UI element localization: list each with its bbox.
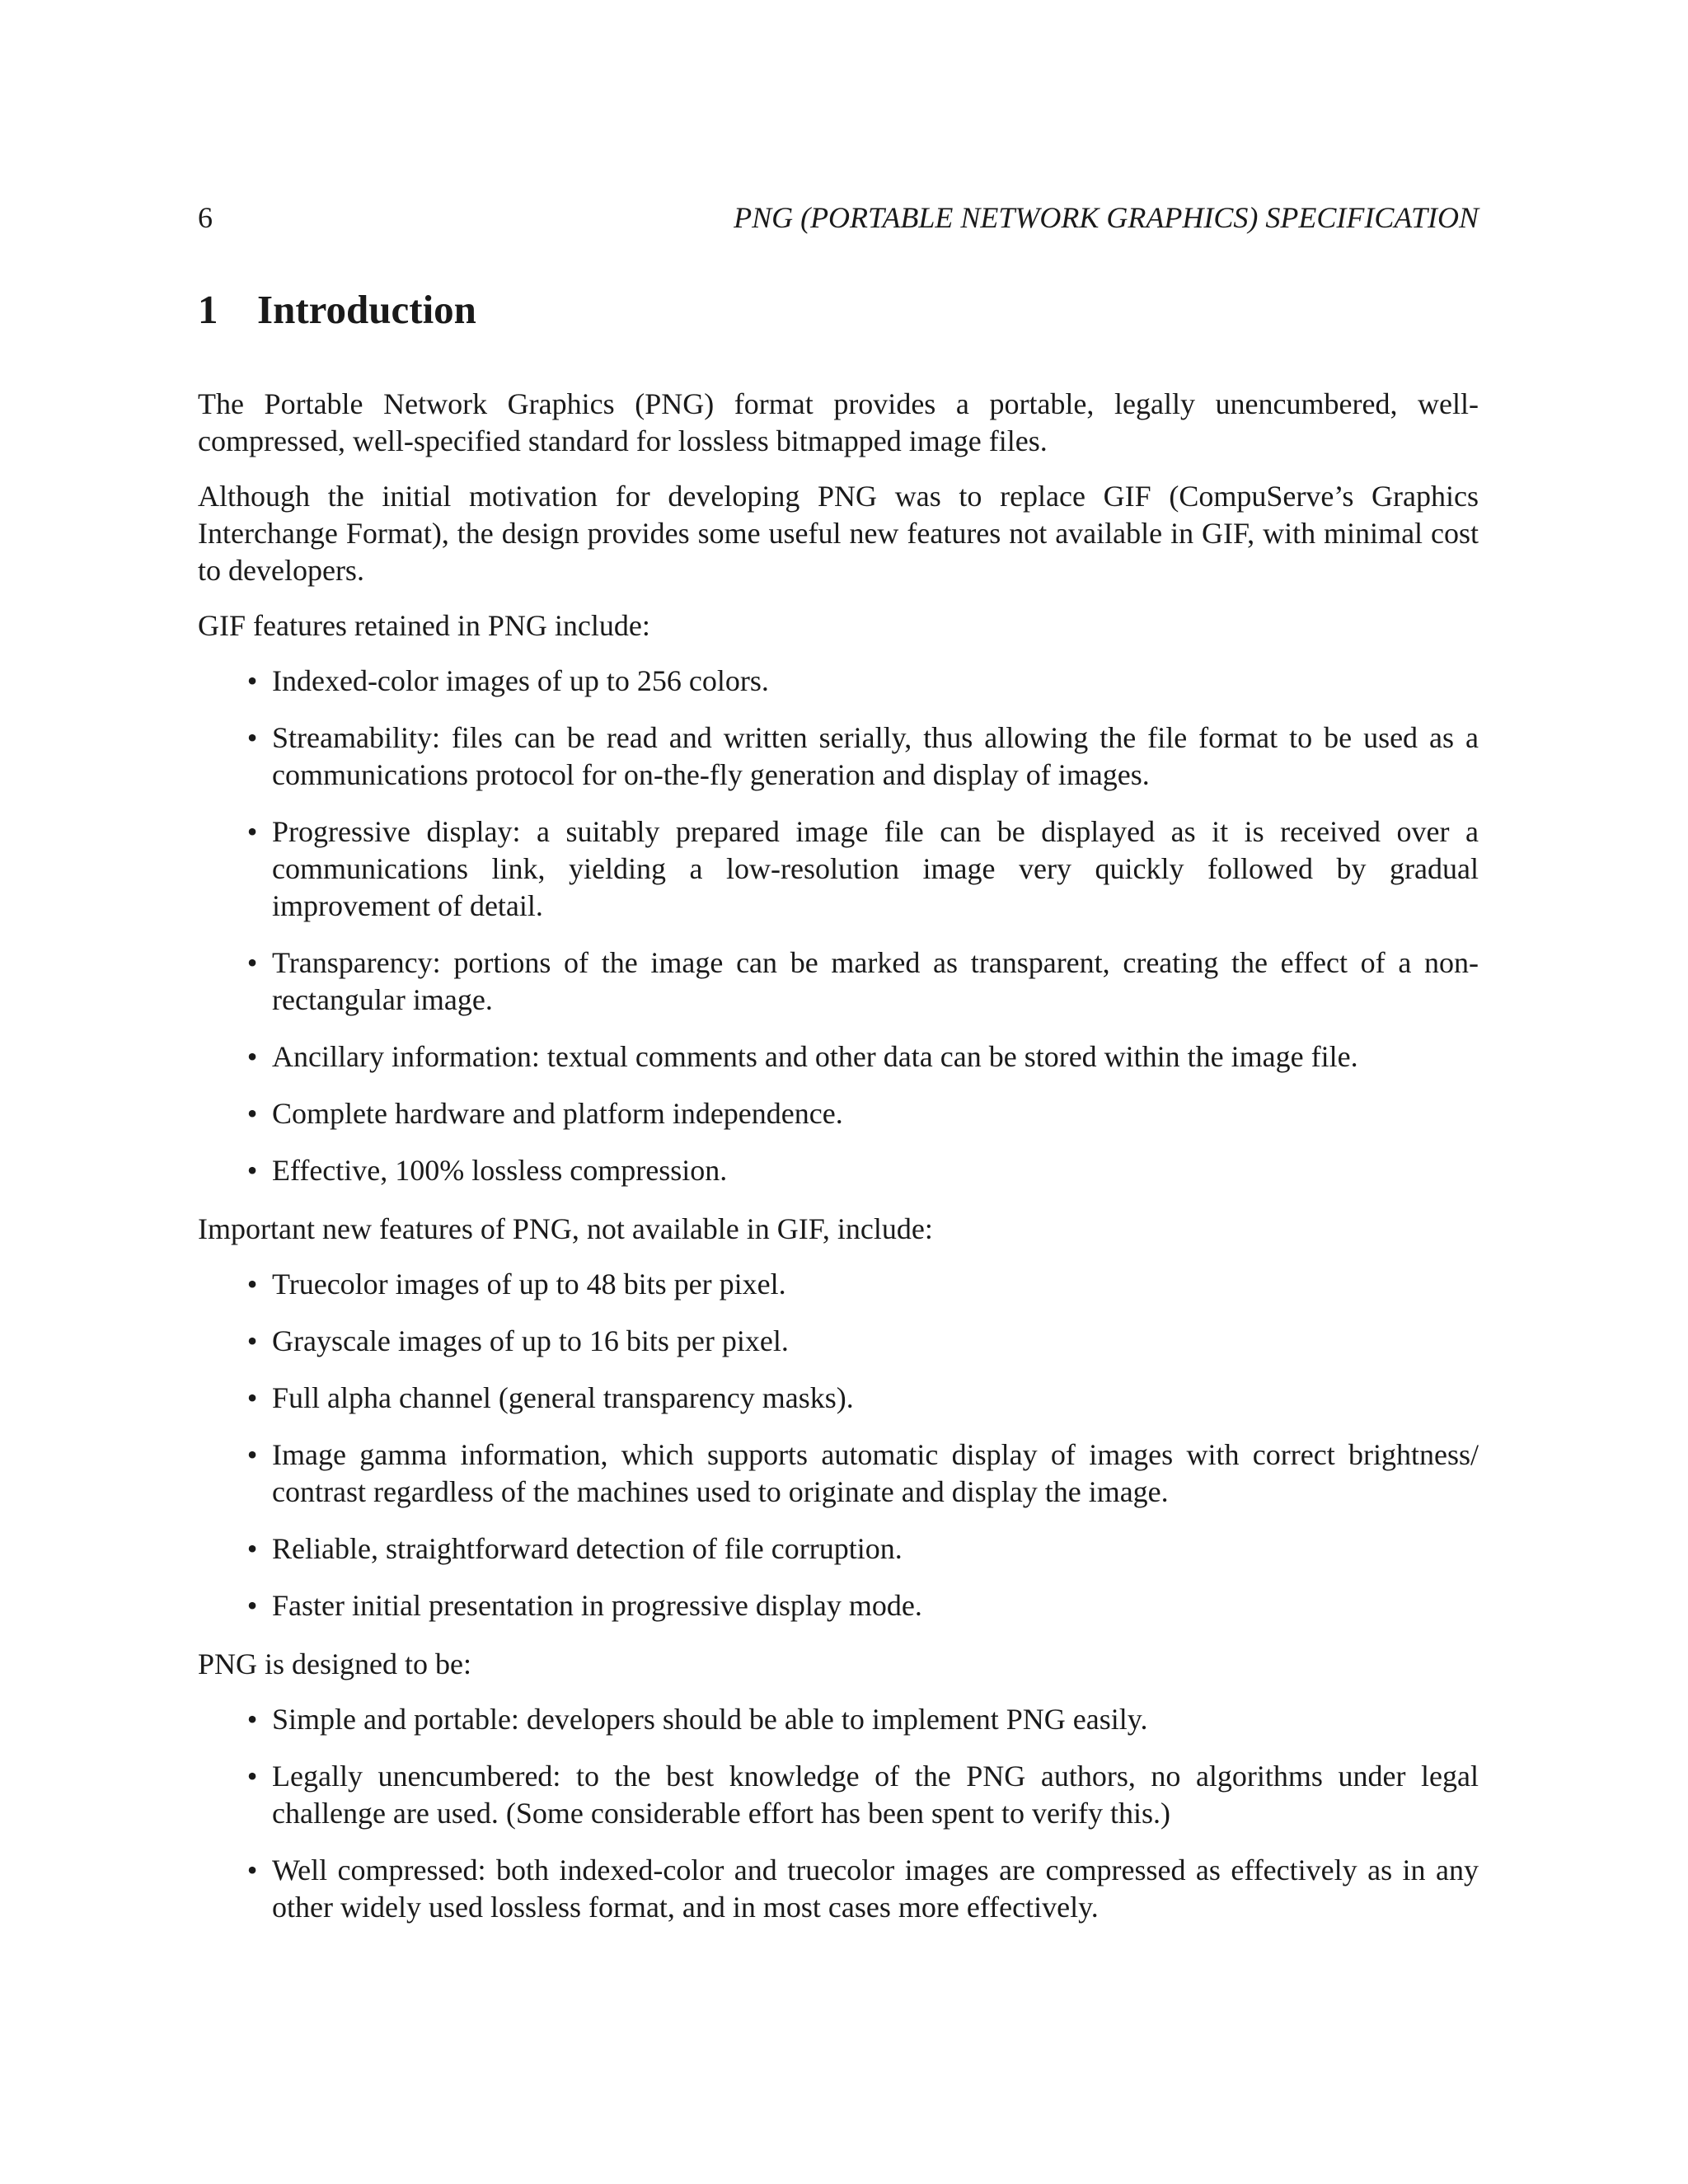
list-item: • Streamability: files can be read and written serially, thus allowing the file format to be used as a communications protocol for on-the-fly generation and display of images. [198,719,1479,794]
bullet-icon: • [246,1589,258,1622]
section-heading [198,285,476,335]
section-title: Introduction [257,287,476,332]
bullet-icon: • [246,721,258,754]
list-item: • Simple and portable: developers should be able to implement PNG easily. [198,1701,1479,1738]
bullet-icon: • [246,1438,258,1471]
list-item: • Effective, 100% lossless compression. [198,1152,1479,1189]
running-head-title: PNG (PORTABLE NETWORK GRAPHICS) SPECIFICATION [734,201,1479,234]
gif-features-list [198,663,1479,1189]
list-item: • Truecolor images of up to 48 bits per pixel. [198,1266,1479,1303]
design-goals-list [198,1701,1479,1926]
list-item: • Transparency: portions of the image can be marked as transparent, creating the effect of a non-rectangular image. [198,944,1479,1019]
bullet-icon: • [246,1040,258,1073]
gif-features-lead: GIF features retained in PNG include: [198,609,650,642]
new-features-list [198,1266,1479,1624]
bullet-icon: • [246,1097,258,1130]
intro-paragraph: The Portable Network Graphics (PNG) format provides a portable, legally unencumbered, well-compressed, well-specified standard for lossless bitmapped image files. [198,387,1479,457]
list-item: • Indexed-color images of up to 256 colors. [198,663,1479,700]
bullet-icon: • [246,1381,258,1414]
design-goals-lead: PNG is designed to be: [198,1647,471,1680]
bullet-icon: • [246,1268,258,1301]
running-head [198,199,1479,236]
list-item: • Full alpha channel (general transparency masks). [198,1380,1479,1417]
bullet-icon: • [246,1154,258,1187]
list-item: • Well compressed: both indexed-color and truecolor images are compressed as effectively as in any other widely used lossless format, and in most cases more effectively. [198,1852,1479,1926]
list-item: • Grayscale images of up to 16 bits per pixel. [198,1323,1479,1360]
body-text [198,386,1479,1947]
bullet-icon: • [246,946,258,979]
new-features-lead: Important new features of PNG, not available in GIF, include: [198,1212,933,1245]
section-number: 1 [198,287,218,332]
motivation-paragraph: Although the initial motivation for developing PNG was to replace GIF (CompuServe’s Graphics Interchange Format), the design provides some useful new features not available in GIF, with minimal cost to developers. [198,480,1479,587]
page-number: 6 [198,201,213,234]
list-item: • Ancillary information: textual comments and other data can be stored within the image file. [198,1038,1479,1076]
list-item: • Complete hardware and platform independence. [198,1095,1479,1132]
list-item: • Faster initial presentation in progressive display mode. [198,1587,1479,1624]
bullet-icon: • [246,664,258,697]
bullet-icon: • [246,1854,258,1886]
bullet-icon: • [246,1703,258,1736]
bullet-icon: • [246,1532,258,1565]
list-item: • Legally unencumbered: to the best knowledge of the PNG authors, no algorithms under legal challenge are used. (Some considerable effort has been spent to verify this.) [198,1758,1479,1832]
bullet-icon: • [246,1324,258,1357]
bullet-icon: • [246,1760,258,1793]
list-item: • Reliable, straightforward detection of file corruption. [198,1530,1479,1568]
list-item: • Image gamma information, which supports automatic display of images with correct brightness/ contrast regardless of the machines used to originate and display the image. [198,1436,1479,1511]
list-item: • Progressive display: a suitably prepared image file can be displayed as it is received over a communications link, yielding a low-resolution image very quickly followed by gradual improvement of detail. [198,813,1479,925]
bullet-icon: • [246,815,258,848]
